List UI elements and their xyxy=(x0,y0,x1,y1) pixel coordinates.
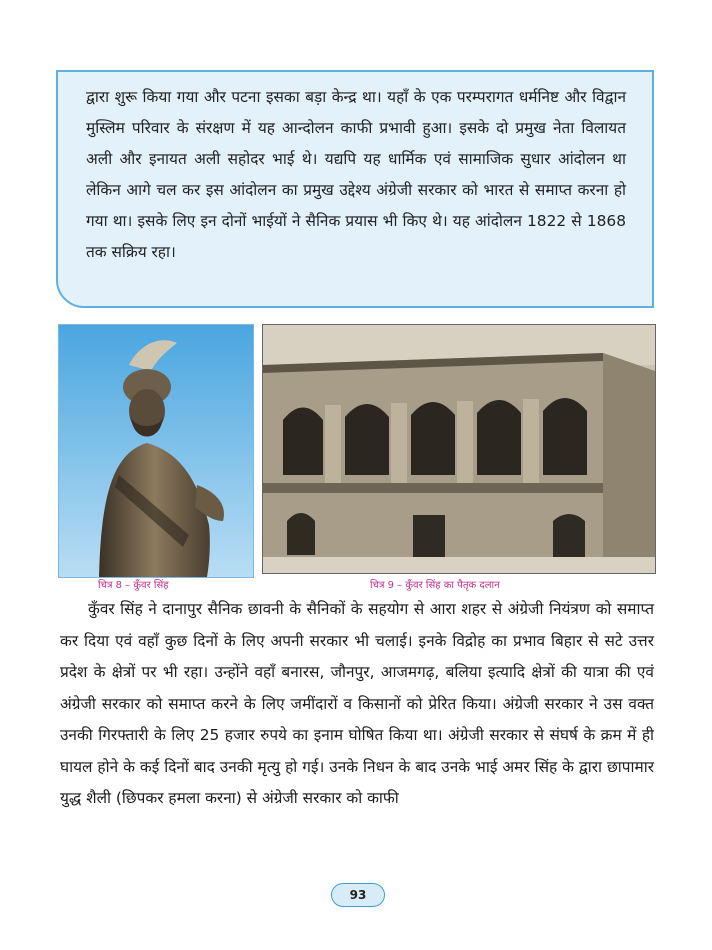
figure-8-caption: चित्र 8 – कुँवर सिंह xyxy=(98,580,169,591)
info-box xyxy=(56,70,654,308)
page-number: 93 xyxy=(331,883,385,907)
kunwar-singh-statue-photo xyxy=(58,324,254,578)
figure-9-caption: चित्र 9 – कुँवर सिंह का पैतृक दलान xyxy=(370,580,500,591)
body-paragraph: कुँवर सिंह ने दानापुर सैनिक छावनी के सैनिकों के सहयोग से आरा शहर से अंग्रेजी नियंत्रण को समाप्त कर दिया एवं वहाँ कुछ दिनों के लिए अपनी सरकार भी चलाई। इनके विद्रोह का प्रभाव बिहार से सटे उत्तर प्रदेश के क्षेत्रों पर भी रहा। उन्होंने वहाँ बनारस, जौनपुर, आजमगढ़, बलिया इत्यादि क्षेत्रों की यात्रा की एवं अंग्रेजी सरकार को समाप्त करने के लिए जमींदारों व किसानों को प्रेरित किया। अंग्रेजी सरकार ने उस वक्त उनकी गिरफ्तारी के लिए 25 हजार रुपये का इनाम घोषित किया था। अंग्रेजी सरकार से संघर्ष के क्रम में ही घायल होने के कई दिनों बाद उनकी मृत्यु हो गई। उनके निधन के बाद उनके भाई अमर सिंह के द्वारा छापामार युद्ध शैली (छिपकर हमला करना) से अंग्रेजी सरकार को काफी xyxy=(60,600,654,807)
info-box-text: द्वारा शुरू किया गया और पटना इसका बड़ा केन्द्र था। यहाँ के एक परम्परागत धर्मनिष्ट और विद्वान मुस्लिम परिवार के संरक्षण में यह आन्दोलन काफी प्रभावी हुआ। इसके दो प्रमुख नेता विलायत अली और इनायत अली सहोदर भाई थे। यद्यपि यह धार्मिक एवं सामाजिक सुधार आंदोलन था लेकिन आगे चल कर इस आंदोलन का प्रमुख उद्देश्य अंग्रेजी सरकार को भारत से समाप्त करना हो गया था। इसके लिए इन दोनों भाईयों ने सैनिक प्रयास भी किए थे। यह आंदोलन 1822 से 1868 तक सक्रिय रहा। xyxy=(86,88,626,261)
ancestral-dalan-photo xyxy=(262,324,656,574)
